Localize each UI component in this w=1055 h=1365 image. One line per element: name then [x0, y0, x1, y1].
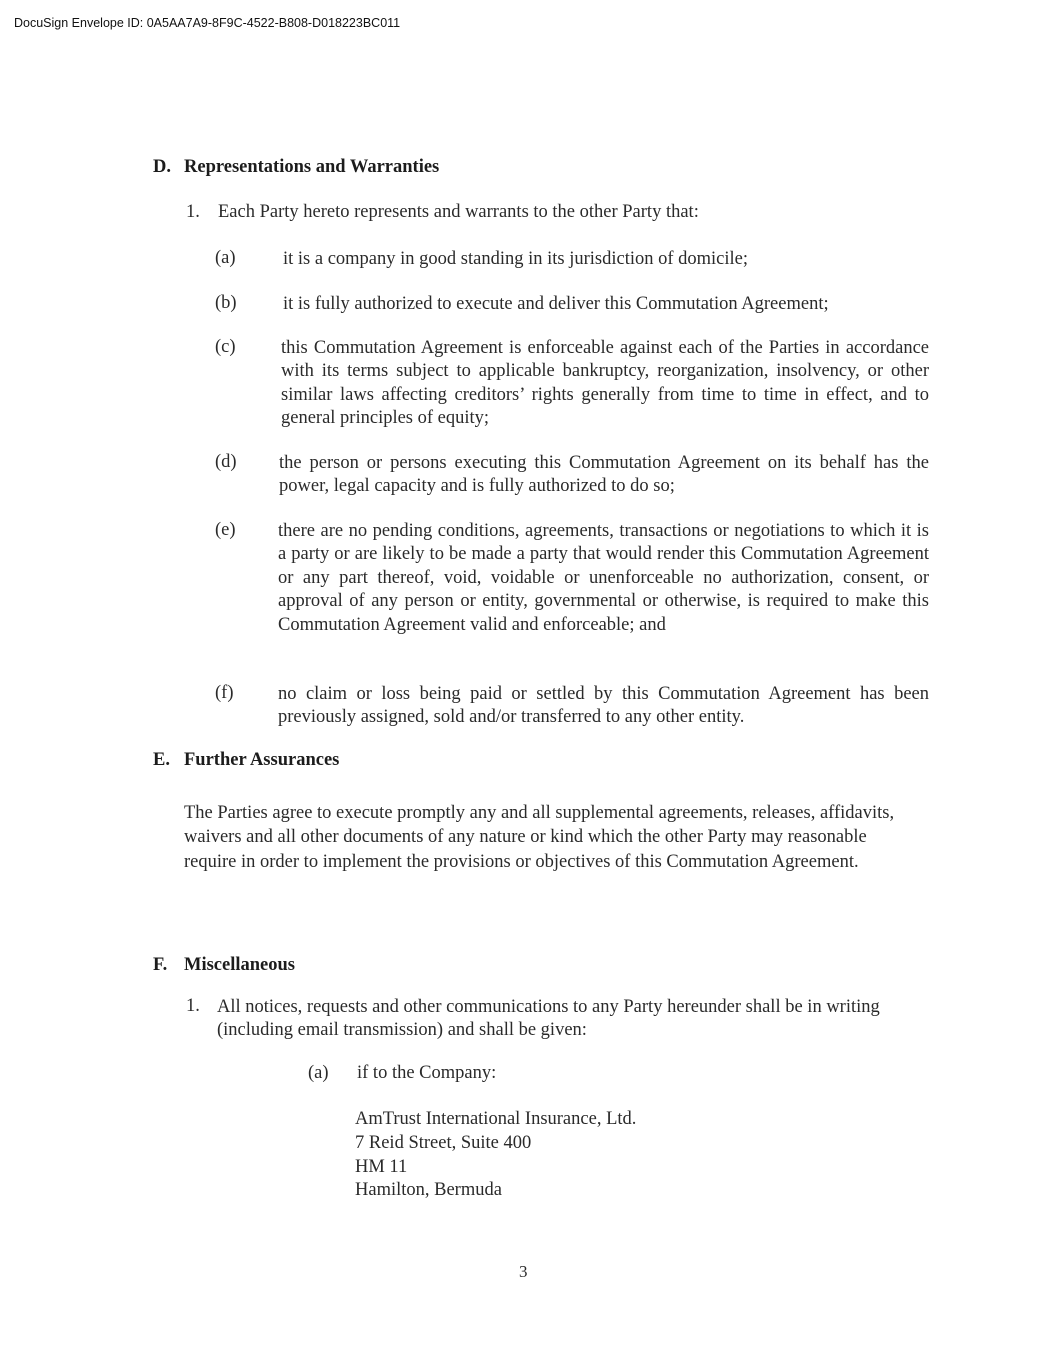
address-line: Hamilton, Bermuda	[355, 1180, 502, 1201]
section-f-heading	[153, 955, 295, 976]
subitem-f-text: no claim or loss being paid or settled by this Commutation Agreement has been previously assigned, sold and/or transferred to any other entity.	[278, 684, 929, 728]
subitem-b-label: (b)	[215, 293, 237, 313]
address-line: HM 11	[355, 1156, 408, 1177]
address-line: 7 Reid Street, Suite 400	[355, 1132, 532, 1153]
section-e-heading	[153, 750, 339, 771]
docusign-envelope-id: DocuSign Envelope ID: 0A5AA7A9-8F9C-4522-B808-D018223BC011	[14, 16, 401, 30]
company-address	[355, 1108, 636, 1203]
section-d-item-1-text: Each Party hereto represents and warrants to the other Party that:	[218, 202, 699, 222]
subitem-d-label: (d)	[215, 452, 237, 472]
section-d-heading	[153, 157, 439, 178]
subitem-a-text: it is a company in good standing in its jurisdiction of domicile;	[283, 249, 749, 269]
section-e-letter: E.	[153, 750, 170, 770]
section-f-letter: F.	[153, 955, 168, 975]
section-f-title: Miscellaneous	[184, 955, 295, 975]
subitem-b-text: it is fully authorized to execute and deliver this Commutation Agreement;	[283, 294, 829, 314]
subitem-f-label: (f)	[215, 683, 234, 703]
page-number: 3	[519, 1262, 528, 1281]
section-f-item-1-text: All notices, requests and other communications to any Party hereunder shall be in writing (including email transmission) and shall be given:	[217, 997, 880, 1041]
section-e-title: Further Assurances	[184, 750, 340, 770]
section-d-letter: D.	[153, 157, 171, 177]
notice-a-text: if to the Company:	[357, 1063, 497, 1083]
subitem-e-label: (e)	[215, 520, 236, 540]
subitem-c-label: (c)	[215, 337, 236, 357]
subitem-d-text: the person or persons executing this Commutation Agreement on its behalf has the power, legal capacity and is fully authorized to do so;	[279, 453, 929, 497]
section-d-title: Representations and Warranties	[184, 157, 440, 177]
notice-a-label: (a)	[308, 1063, 329, 1083]
section-e-body: The Parties agree to execute promptly any and all supplemental agreements, releases, affidavits, waivers and all other documents of any nature or kind which the other Party may reasonable require in order to implement the provisions or objectives of this Commutation Agreement.	[184, 803, 895, 872]
section-f-item-1-number: 1.	[186, 996, 200, 1016]
subitem-e-text: there are no pending conditions, agreements, transactions or negotiations to which it is a party or are likely to be made a party that would render this Commutation Agreement or any part thereof, void, voidable or unenforceable no authorization, consent, or approval of any person or entity, governmental or otherwise, is required to make this Commutation Agreement valid and enforceable; and	[278, 521, 929, 635]
section-d-item-1-number: 1.	[186, 202, 200, 222]
subitem-c-text: this Commutation Agreement is enforceable against each of the Parties in accordance with its terms subject to applicable bankruptcy, reorganization, insolvency, or other similar laws affecting creditors’ rights generally from time to time in effect, and to general principles of equity;	[281, 338, 929, 429]
subitem-a-label: (a)	[215, 248, 236, 268]
address-line: AmTrust International Insurance, Ltd.	[355, 1109, 637, 1129]
